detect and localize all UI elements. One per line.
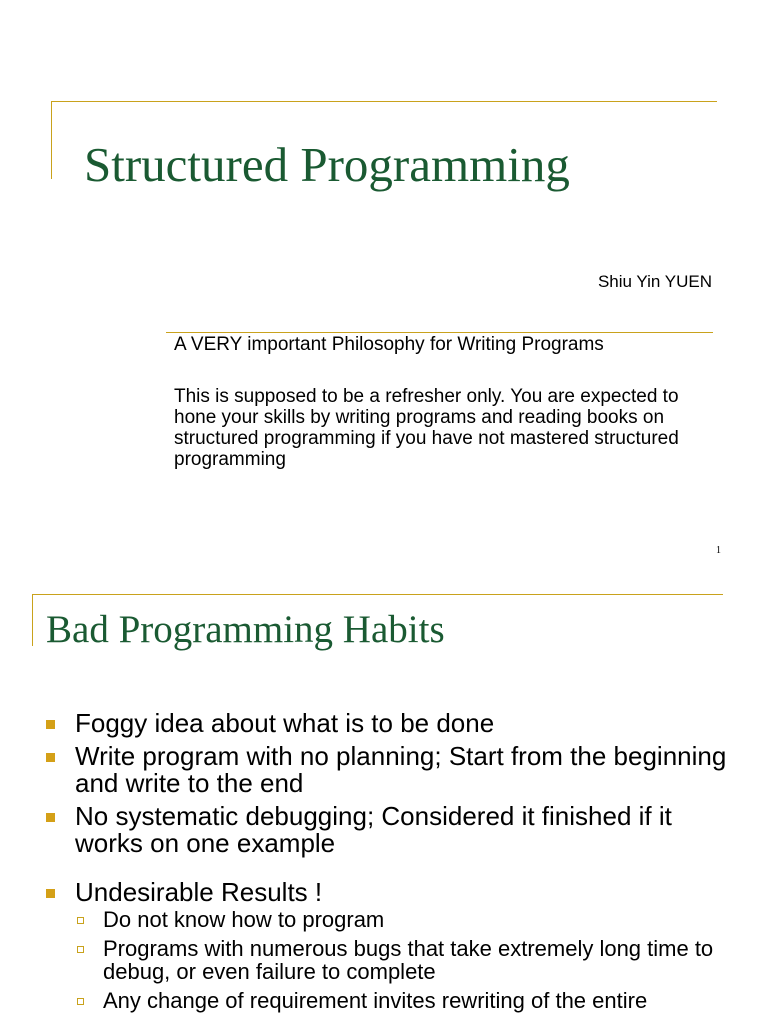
slide1-left-rule [51, 101, 52, 179]
sub-bullet-item [75, 989, 736, 1012]
hollow-square-bullet-icon [77, 946, 84, 953]
sub-bullet-text: Do not know how to program [103, 907, 385, 932]
slide1-top-rule [51, 101, 717, 102]
bullet-text: Undesirable Results ! [75, 877, 323, 907]
slide1-title: Structured Programming [84, 137, 570, 192]
slide2-left-rule [32, 594, 33, 646]
sub-bullet-text: Programs with numerous bugs that take extremely long time to debug, or even failure to complete [103, 936, 714, 984]
sub-bullet-item [75, 908, 736, 931]
square-bullet-icon [46, 720, 55, 729]
page-number: 1 [716, 545, 721, 556]
slide1-subtitle: A VERY important Philosophy for Writing Programs [174, 334, 604, 355]
sub-bullet-item [75, 937, 736, 983]
square-bullet-icon [46, 753, 55, 762]
hollow-square-bullet-icon [77, 917, 84, 924]
bullet-item [46, 743, 736, 797]
bullet-text: No systematic debugging; Considered it finished if it works on one example [75, 801, 672, 858]
slide1-author: Shiu Yin YUEN [597, 272, 712, 291]
square-bullet-icon [46, 889, 55, 898]
sub-bullet-list [75, 908, 736, 1012]
bullet-text: Foggy idea about what is to be done [75, 708, 495, 738]
bullet-item [46, 803, 736, 857]
bullet-list [46, 710, 736, 1018]
slide2-top-rule [32, 594, 723, 595]
sub-bullet-text: Any change of requirement invites rewriting of the entire [103, 988, 648, 1013]
bullet-text: Write program with no planning; Start from the beginning and write to the end [75, 741, 727, 798]
bullet-item [46, 710, 736, 737]
slide1-note: This is supposed to be a refresher only. You are expected to hone your skills by writing programs and reading books on structured programming if you have not mastered structured programming [174, 386, 679, 470]
bullet-item [46, 879, 736, 1012]
slide1-mid-rule [166, 332, 713, 333]
square-bullet-icon [46, 813, 55, 822]
slide2-title: Bad Programming Habits [46, 608, 445, 651]
hollow-square-bullet-icon [77, 998, 84, 1005]
